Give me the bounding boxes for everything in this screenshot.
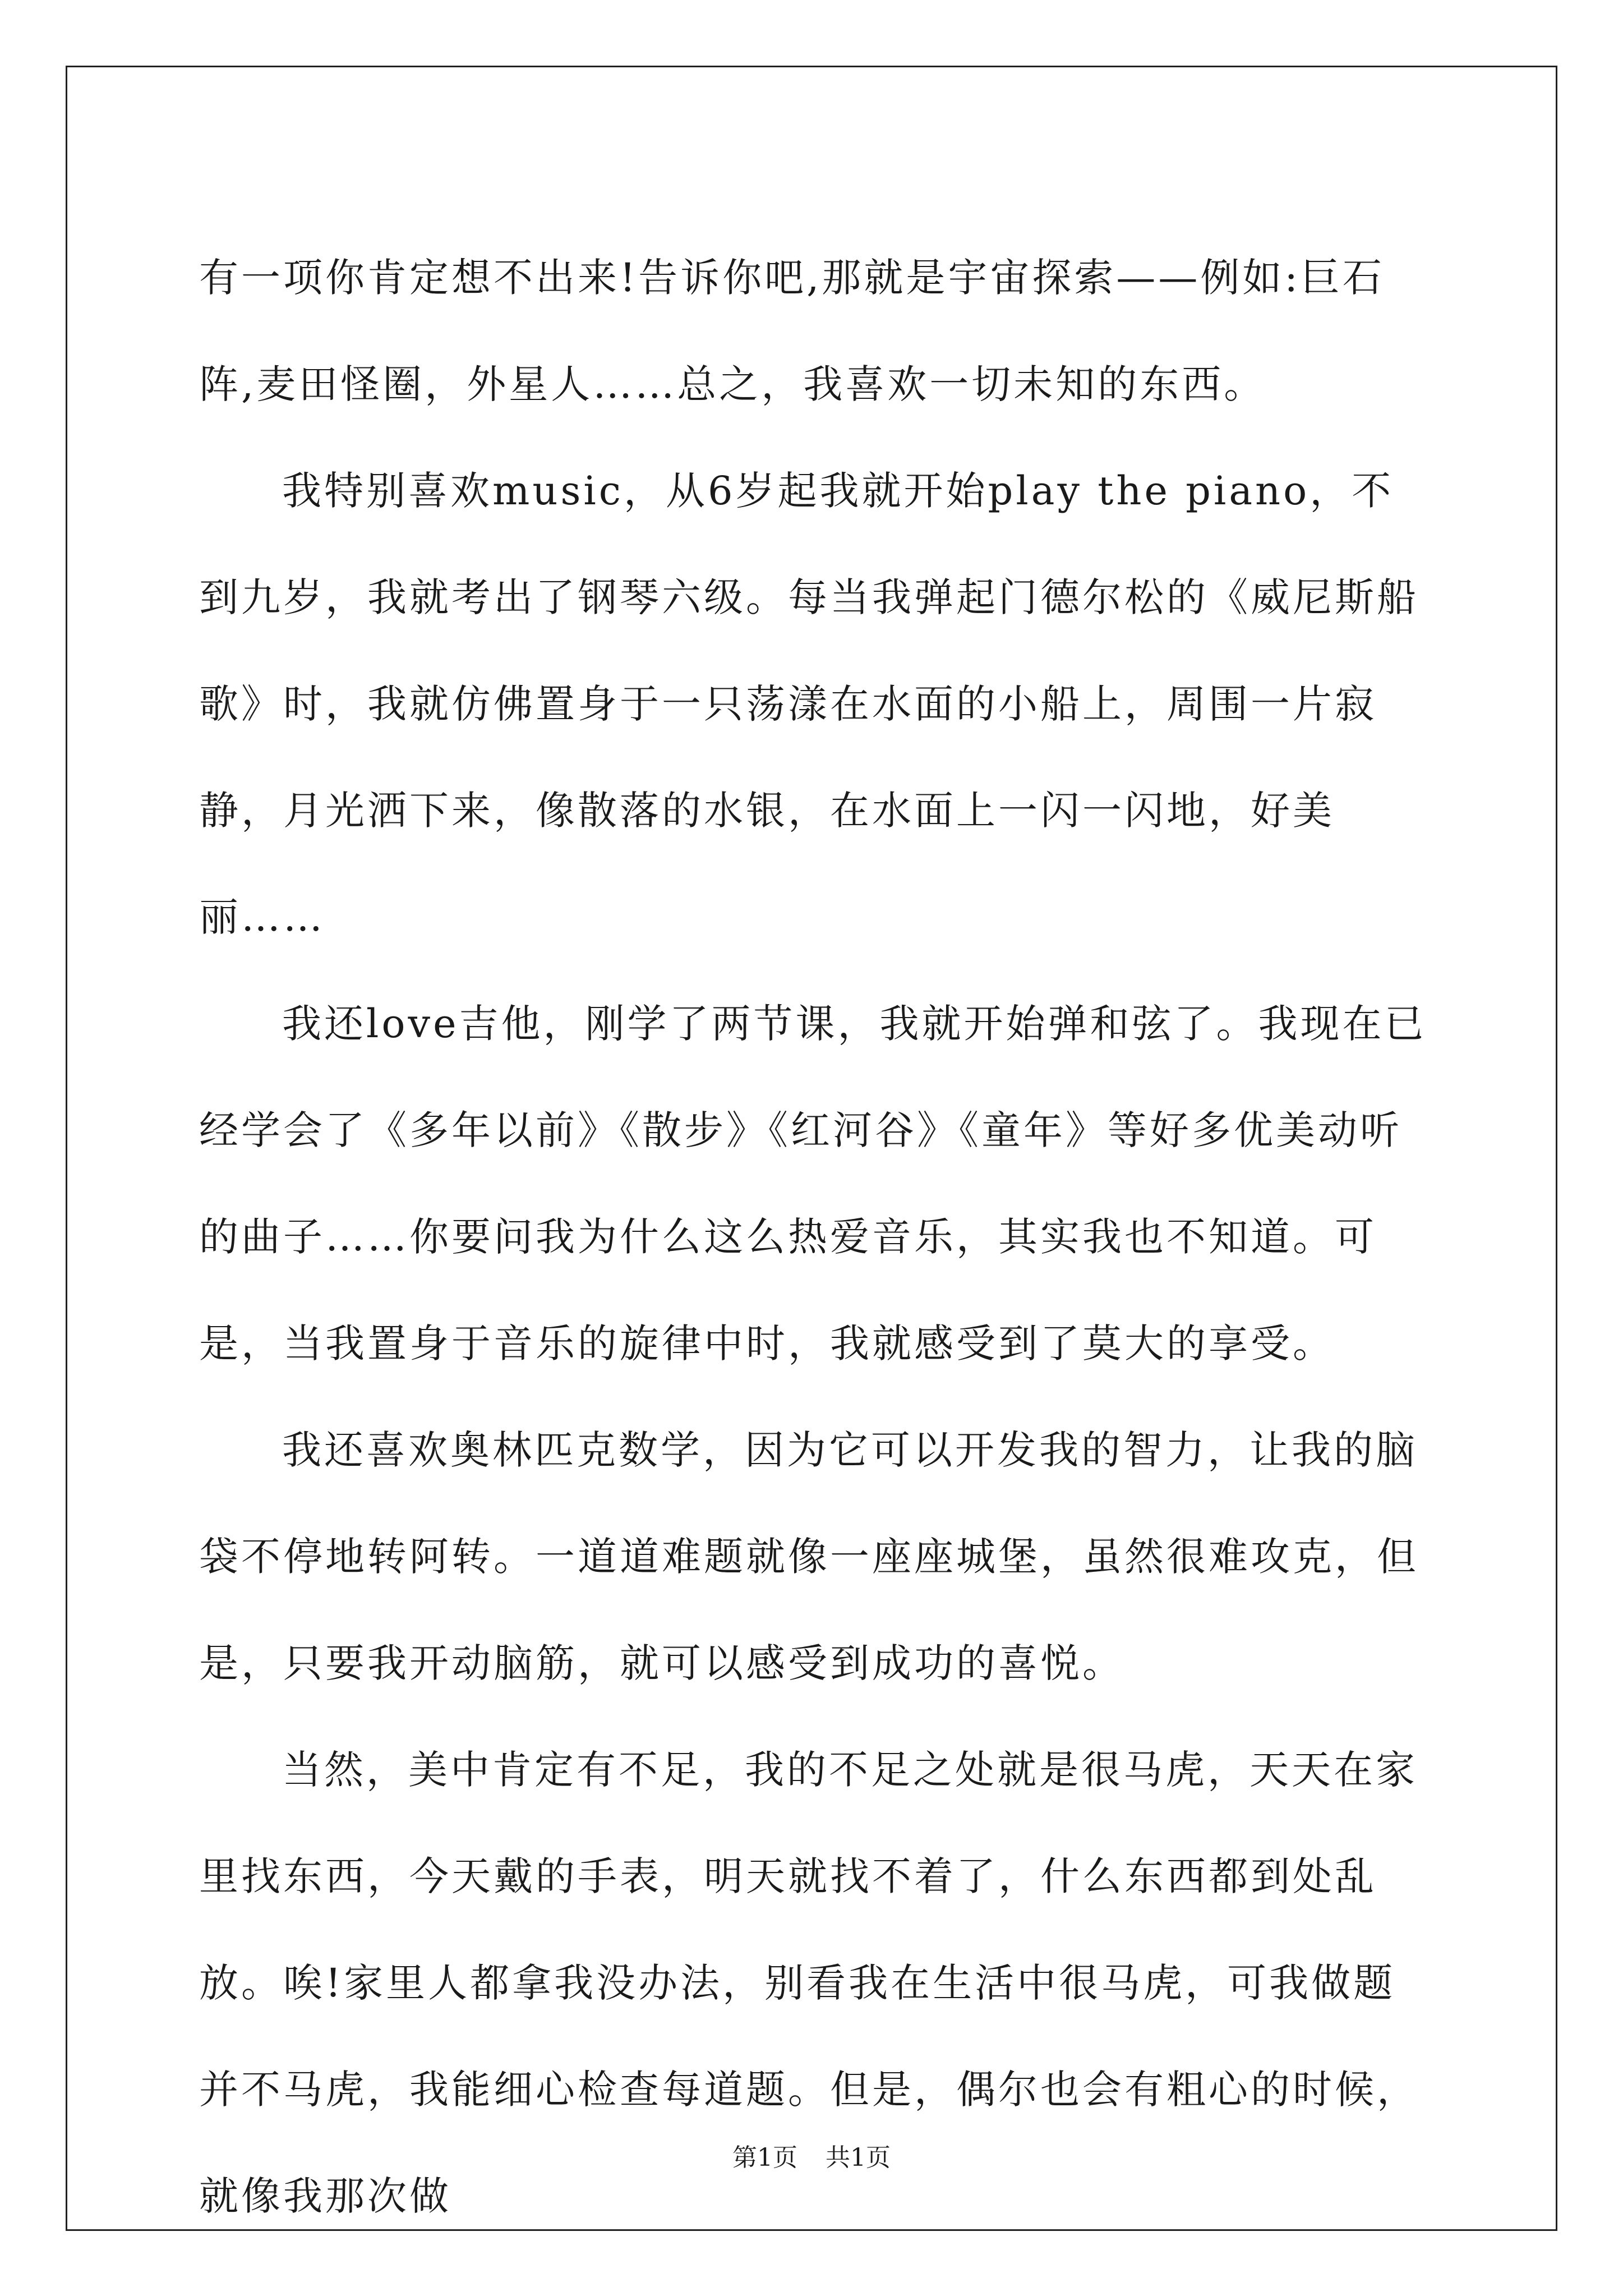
page-total: 共1页 [826,2143,891,2172]
paragraph-3: 我还love吉他，刚学了两节课，我就开始弹和弦了。我现在已经学会了《多年以前》《散步》《红河谷》《童年》等好多优美动听的曲子……你要问我为什么这么热爱音乐，其实我也不知道。可是，当我置身于音乐的旋律中时，我就感受到了莫大的享受。 [199,1001,1427,1366]
page-footer [0,2137,1623,2173]
paragraph-4: 我还喜欢奥林匹克数学，因为它可以开发我的智力，让我的脑袋不停地转阿转。一道道难题就像一座座城堡，虽然很难攻克，但是，只要我开动脑筋，就可以感受到成功的喜悦。 [199,1427,1419,1686]
paragraph-5: 当然，美中肯定有不足，我的不足之处就是很马虎，天天在家里找东西，今天戴的手表，明天就找不着了，什么东西都到处乱放。唉!家里人都拿我没办法，别看我在生活中很马虎，可我做题并不马虎，我能细心检查每道题。但是，偶尔也会有粗心的时候，就像我那次做 [199,1747,1419,2219]
document-body [199,224,1430,2249]
paragraph-2: 我特别喜欢music，从6岁起我就开始play the piano，不到九岁，我就考出了钢琴六级。每当我弹起门德尔松的《威尼斯船歌》时，我就仿佛置身于一只荡漾在水面的小船上，周围一片寂静，月光洒下来，像散落的水银，在水面上一闪一闪地，好美丽…… [199,468,1419,940]
page-number: 第1页 [732,2143,797,2172]
paragraph-1: 有一项你肯定想不出来!告诉你吧,那就是宇宙探索——例如:巨石阵,麦田怪圈，外星人……总之，我喜欢一切未知的东西。 [199,255,1385,407]
